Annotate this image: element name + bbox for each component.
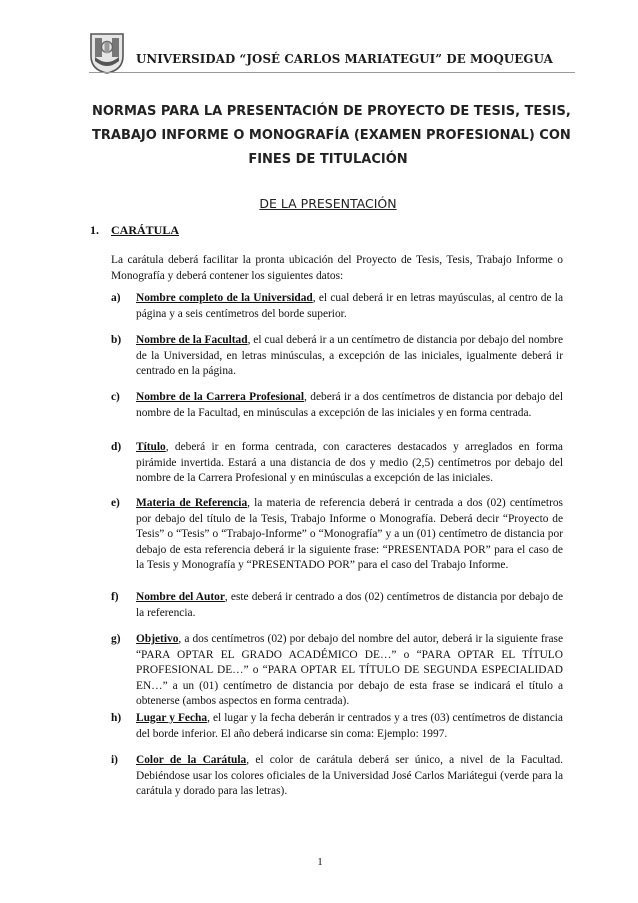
item-text: , deberá ir a dos centímetros de distancia por debajo del nombre de la Facultad, en minúsculas a excepción de las iniciales y en forma centrada.	[136, 391, 563, 419]
item-letter: i)	[111, 754, 118, 766]
item-body	[136, 590, 563, 621]
item-letter: f)	[111, 591, 119, 603]
item-body	[136, 496, 563, 574]
list-item	[111, 496, 563, 574]
subtitle-text: DE LA PRESENTACIÓN	[259, 196, 397, 211]
list-item	[111, 711, 563, 742]
item-body	[136, 440, 563, 487]
item-label: Nombre completo de la Universidad	[136, 292, 313, 304]
item-label: Color de la Carátula	[136, 754, 247, 766]
item-body	[136, 711, 563, 742]
university-crest-icon	[89, 32, 125, 74]
item-body	[136, 390, 563, 421]
item-text: , el lugar y la fecha deberán ir centrados y a tres (03) centímetros de distancia del borde inferior. El año deberá indicarse sin coma: Ejemplo: 1997.	[136, 712, 563, 740]
title-line-1: NORMAS PARA LA PRESENTACIÓN DE PROYECTO DE TESIS, TESIS,	[92, 104, 571, 119]
list-item	[111, 753, 563, 800]
item-letter: c)	[111, 391, 120, 403]
item-text: , el color de carátula deberá ser único, a nivel de la Facultad. Debiéndose usar los colores oficiales de la Universidad José Carlos Mariátegui (verde para la carátula y dorado para las letras).	[136, 754, 563, 797]
item-letter: h)	[111, 712, 122, 724]
list-item	[111, 632, 563, 710]
title-line-2: TRABAJO INFORME O MONOGRAFÍA (EXAMEN PROFESIONAL) CON	[92, 128, 571, 143]
item-letter: b)	[111, 334, 122, 346]
title-line-3: FINES DE TITULACIÓN	[248, 152, 408, 167]
section-intro: La carátula deberá facilitar la pronta ubicación del Proyecto de Tesis, Tesis, Trabajo Informe o Monografía y deberá contener los siguientes datos:	[111, 254, 563, 282]
item-label: Lugar y Fecha	[136, 712, 208, 724]
item-body	[136, 333, 563, 380]
item-label: Materia de Referencia	[136, 497, 248, 509]
header-divider	[89, 72, 575, 73]
item-letter: a)	[111, 292, 121, 304]
list-item	[111, 291, 563, 322]
item-text: , el cual deberá ir a un centímetro de distancia por debajo del nombre de la Universidad, en letras minúsculas, a excepción de las iniciales, igualmente deberá ir centrado en la página.	[136, 334, 563, 377]
section-title: CARÁTULA	[111, 223, 180, 237]
list-item	[111, 390, 563, 421]
section-number: 1.	[90, 223, 99, 237]
list-item	[111, 440, 563, 487]
item-label: Nombre de la Carrera Profesional	[136, 391, 305, 403]
list-item	[111, 590, 563, 621]
page-number: 1	[317, 856, 323, 868]
university-name: UNIVERSIDAD “JOSÉ CARLOS MARIATEGUI” DE MOQUEGUA	[136, 52, 553, 66]
list-item	[111, 333, 563, 380]
item-label: Título	[136, 441, 166, 453]
item-body	[136, 632, 563, 710]
item-label: Nombre del Autor	[136, 591, 225, 603]
item-label: Nombre de la Facultad	[136, 334, 248, 346]
section-subtitle	[92, 196, 564, 211]
document-title	[92, 100, 571, 172]
section-heading	[90, 223, 179, 238]
item-text: , a dos centímetros (02) por debajo del nombre del autor, deberá ir la siguiente frase “PARA OPTAR EL GRADO ACADÉMICO DE…” o “PARA OPTAR EL TÍTULO PROFESIONAL DE…” o “PARA OPTAR EL TÍTULO DE SEGUNDA ESPECIALIDAD EN…” a un (01) centímetro de distancia por debajo de esta frase se indicará el título a obtenerse (ambos aspectos en forma centrada).	[136, 633, 563, 707]
item-letter: g)	[111, 633, 121, 645]
item-label: Objetivo	[136, 633, 179, 645]
item-text: , la materia de referencia deberá ir centrada a dos (02) centímetros por debajo del título de la Tesis, Trabajo Informe o Monografía. Deberá decir “Proyecto de Tesis” o “Tesis” o “Trabajo-Informe” o “Monografía” y a un (01) centímetro de distancia por debajo de esta referencia deberá ir la siguiente frase: “PRESENTADA POR” para el caso de la Tesis y Monografía y “PRESENTADO POR” para el caso del Trabajo Informe.	[136, 497, 563, 571]
item-text: , el cual deberá ir en letras mayúsculas, al centro de la página y a seis centímetros del borde superior.	[136, 292, 564, 320]
item-letter: d)	[111, 441, 122, 453]
item-body	[136, 753, 563, 800]
item-text: , este deberá ir centrado a dos (02) centímetros de distancia por debajo de la referencia.	[136, 591, 563, 619]
item-letter: e)	[111, 497, 120, 509]
item-body	[136, 291, 563, 322]
item-text: , deberá ir en forma centrada, con caracteres destacados y arreglados en forma pirámide invertida. Estará a una distancia de dos y medio (2,5) centímetros por debajo del nombre de la Carrera Profesional y en minúsculas a excepción de las iniciales.	[136, 441, 563, 484]
